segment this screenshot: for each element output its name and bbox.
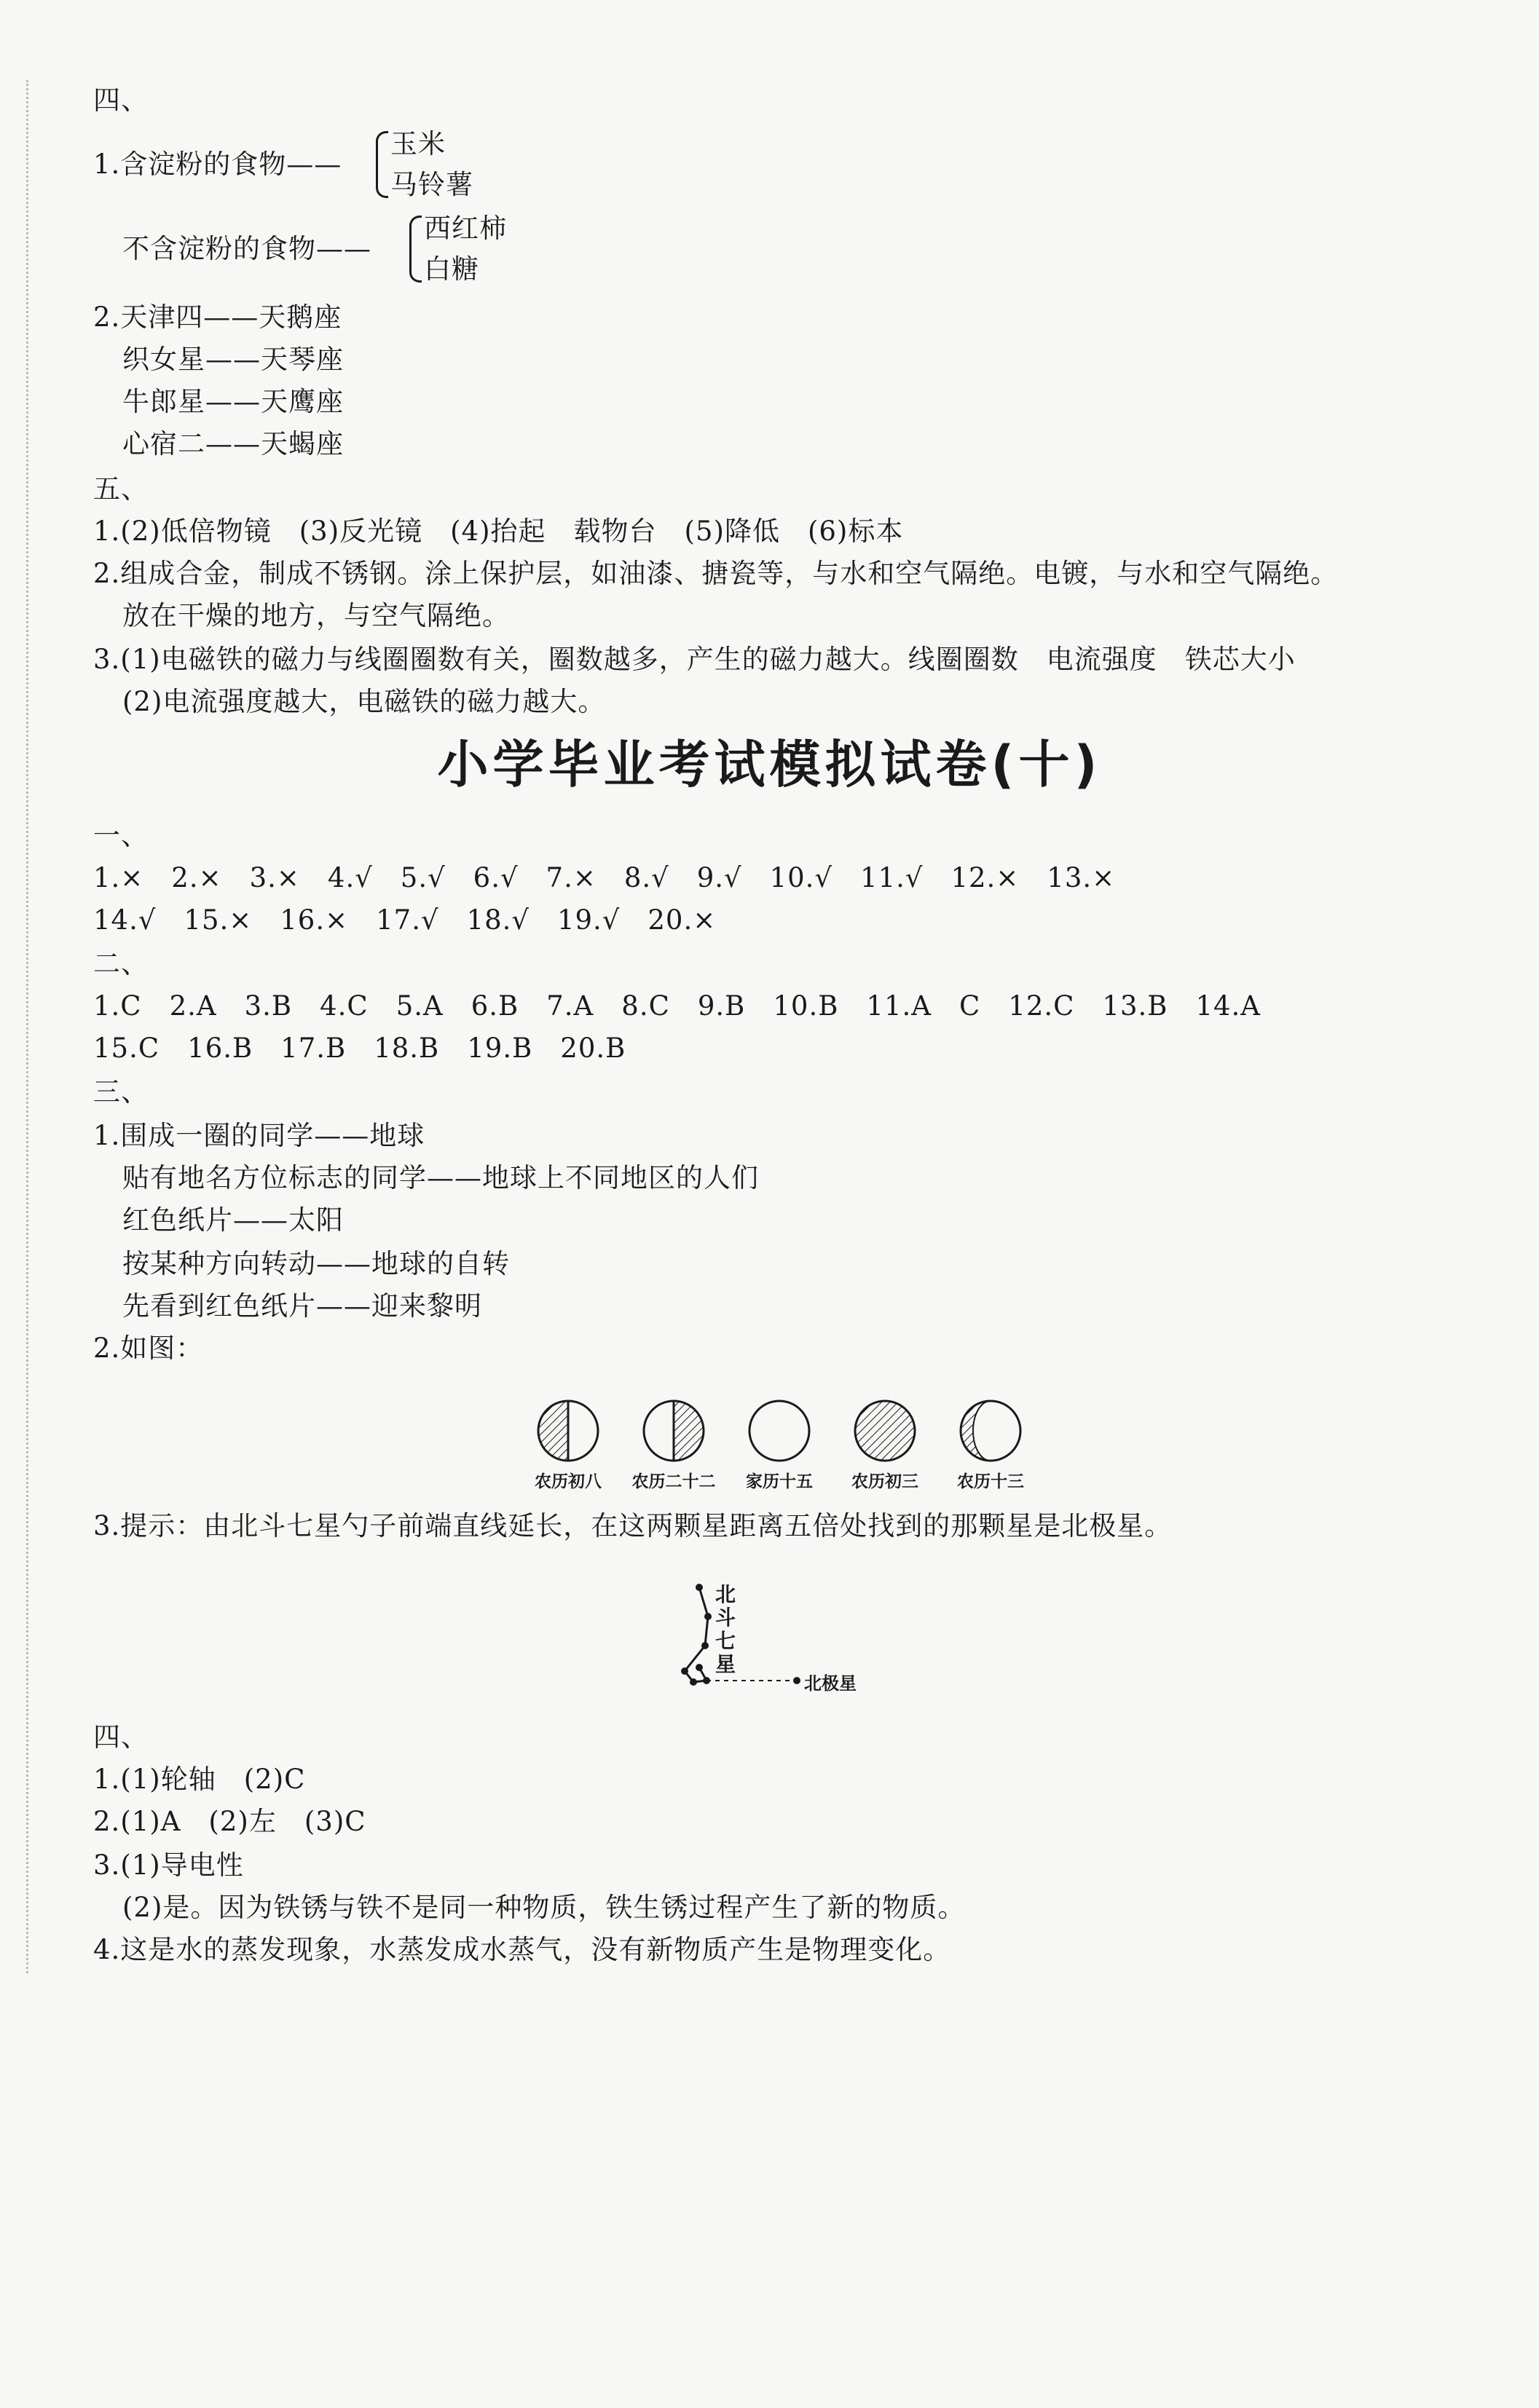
- answer-line: 1.(2)低倍物镜 (3)反光镜 (4)抬起 载物台 (5)降低 (6)标本: [93, 516, 904, 547]
- answer-line: 4.这是水的蒸发现象，水蒸发成水蒸气，没有新物质产生是物理变化。: [93, 1934, 951, 1965]
- moon-phase-last-quarter: [623, 1398, 725, 1492]
- starch-item: 玉米: [390, 128, 446, 159]
- answer-line: 2.如图：: [93, 1333, 204, 1364]
- starch-food-label: 1.含淀粉的食物——: [93, 149, 342, 180]
- starch-item: 马铃薯: [390, 169, 473, 200]
- exam-title: 小学毕业考试模拟试卷(十): [437, 735, 1102, 794]
- section-2-heading: 二、: [93, 948, 149, 979]
- answer-line: 2.(1)A (2)左 (3)C: [93, 1806, 366, 1837]
- moon-phase-waxing-crescent: [834, 1398, 936, 1492]
- section-5-heading: 五、: [93, 473, 149, 505]
- polaris-hint: 3.提示：由北斗七星勺子前端直线延长，在这两颗星距离五倍处找到的那颗星是北极星。: [93, 1510, 1173, 1541]
- star-match-line: 织女星——天琴座: [122, 344, 344, 375]
- big-dipper-diagram: [656, 1573, 874, 1704]
- moon-phase-full: [728, 1398, 830, 1492]
- answer-line: 3.(1)电磁铁的磁力与线圈圈数有关，圈数越多，产生的磁力越大。线圈圈数 电流强度 铁芯大小: [93, 644, 1296, 675]
- answer-line: 2.组成合金，制成不锈钢。涂上保护层，如油漆、搪瓷等，与水和空气隔绝。电镀，与水和空气隔绝。: [93, 558, 1339, 589]
- brace-nonstarch: [409, 216, 422, 283]
- moon-label: 农历十三: [957, 1472, 1024, 1491]
- moon-phase-diagram: [517, 1398, 1042, 1500]
- true-false-answers: 14.√ 15.× 16.× 17.√ 18.√ 19.√ 20.×: [93, 904, 717, 936]
- answer-line: 按某种方向转动——地球的自转: [122, 1248, 510, 1279]
- moon-label: 农历初三: [851, 1472, 918, 1491]
- answer-line: 放在干燥的地方，与空气隔绝。: [122, 600, 510, 631]
- brace-starch: [376, 131, 388, 198]
- polaris-label: 北极星: [804, 1673, 857, 1694]
- moon-phase-waxing-gibbous: [940, 1398, 1042, 1492]
- binding-margin-line: [26, 80, 28, 1973]
- star-match-line: 心宿二——天蝎座: [122, 428, 344, 459]
- section-4b-heading: 四、: [93, 1721, 149, 1753]
- star-match-line: 牛郎星——天鹰座: [122, 386, 344, 417]
- moon-label: 家历十五: [746, 1472, 813, 1491]
- choice-answers: 15.C 16.B 17.B 18.B 19.B 20.B: [93, 1033, 626, 1064]
- answer-line: (2)是。因为铁锈与铁不是同一种物质，铁生锈过程产生了新的物质。: [122, 1892, 966, 1923]
- section-3-heading: 三、: [93, 1076, 149, 1108]
- big-dipper-label: 北斗七星: [715, 1582, 736, 1676]
- moon-icon: [747, 1398, 812, 1464]
- answer-line: 1.(1)轮轴 (2)C: [93, 1764, 306, 1795]
- moon-phase-first-quarter: [517, 1398, 619, 1492]
- moon-label: 农历初八: [535, 1472, 602, 1491]
- nonstarch-item: 西红柿: [424, 213, 507, 244]
- nonstarch-food-label: 不含淀粉的食物——: [122, 233, 371, 264]
- star-match-line: 2.天津四——天鹅座: [93, 301, 342, 333]
- answer-line: 3.(1)导电性: [93, 1850, 244, 1881]
- answer-line: 贴有地名方位标志的同学——地球上不同地区的人们: [122, 1162, 759, 1193]
- moon-icon: [641, 1398, 706, 1464]
- moon-icon: [535, 1398, 601, 1464]
- section-1-heading: 一、: [93, 820, 149, 851]
- answer-line: 红色纸片——太阳: [122, 1204, 344, 1236]
- section-4-heading: 四、: [93, 84, 149, 116]
- moon-icon: [852, 1398, 918, 1464]
- nonstarch-item: 白糖: [424, 253, 479, 285]
- true-false-answers: 1.× 2.× 3.× 4.√ 5.√ 6.√ 7.× 8.√ 9.√ 10.√ 11.√ 12.× 13.×: [93, 862, 1116, 893]
- answer-line: 先看到红色纸片——迎来黎明: [122, 1290, 482, 1322]
- moon-label: 农历二十二: [631, 1472, 716, 1491]
- choice-answers: 1.C 2.A 3.B 4.C 5.A 6.B 7.A 8.C 9.B 10.B 11.A C 12.C 13.B 14.A: [93, 990, 1261, 1022]
- answer-line: 1.围成一圈的同学——地球: [93, 1120, 425, 1151]
- answer-line: (2)电流强度越大，电磁铁的磁力越大。: [122, 686, 606, 717]
- moon-icon: [958, 1398, 1023, 1464]
